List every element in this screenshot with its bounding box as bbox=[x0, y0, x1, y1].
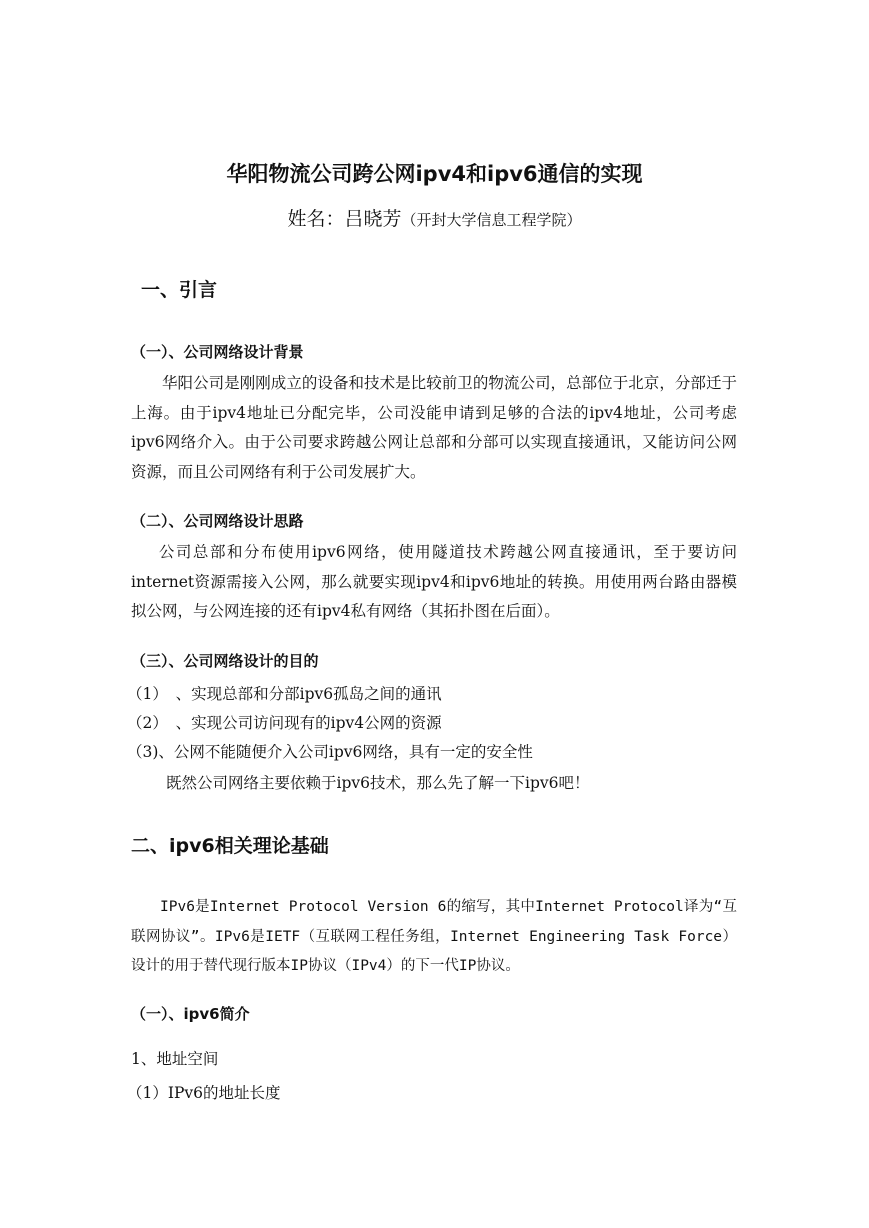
section-heading-intro: 一、引言 bbox=[141, 279, 218, 301]
paragraph-idea: 公司总部和分布使用ipv6网络，使用隧道技术跨越公网直接通讯，至于要访问internet资源需接入公网，那么就要实现ipv4和ipv6地址的转换。用使用两台路由器模拟公网，与公网连接的还有ipv4私有网络（其拓扑图在后面）。 bbox=[131, 543, 737, 620]
subsection-heading-goal: （三）、公司网络设计的目的 bbox=[131, 652, 319, 670]
subsection-heading-background: （一）、公司网络设计背景 bbox=[131, 343, 304, 361]
subheading-address-space: 1、地址空间 bbox=[131, 1050, 219, 1068]
author-name: 姓名：吕晓芳 bbox=[287, 208, 402, 230]
section-heading-theory: 二、ipv6相关理论基础 bbox=[131, 835, 329, 857]
paragraph-theory: IPv6是Internet Protocol Version 6的缩写，其中Internet Protocol译为“互联网协议”。IPv6是IETF（互联网工程任务组，Internet Engineering Task Force）设计的用于替代现行版本IP协议（IPv4）的下一代IP协议。 bbox=[131, 899, 737, 974]
author-affiliation: （开封大学信息工程学院） bbox=[401, 211, 582, 229]
goal-closing: 既然公司网络主要依赖于ipv6技术，那么先了解一下ipv6吧！ bbox=[166, 774, 590, 792]
subsection-heading-idea: （二）、公司网络设计思路 bbox=[131, 512, 304, 530]
author-line bbox=[0, 204, 869, 231]
paragraph-background: 华阳公司是刚刚成立的设备和技术是比较前卫的物流公司，总部位于北京，分部迁于上海。由于ipv4地址已分配完毕，公司没能申请到足够的合法的ipv4地址，公司考虑ipv6网络介入。由于公司要求跨越公网让总部和分部可以实现直接通讯，又能访问公网资源，而且公司网络有利于公司发展扩大。 bbox=[131, 374, 737, 481]
goal-item-1: （1） 、实现总部和分部ipv6孤岛之间的通讯 bbox=[127, 685, 442, 703]
goal-item-3: （3)、公网不能随便介入公司ipv6网络，具有一定的安全性 bbox=[127, 743, 533, 761]
goal-item-2: （2） 、实现公司访问现有的ipv4公网的资源 bbox=[127, 714, 442, 732]
paper-title: 华阳物流公司跨公网ipv4和ipv6通信的实现 bbox=[226, 162, 643, 186]
subsection-heading-ipv6-intro: （一）、ipv6简介 bbox=[131, 1005, 250, 1023]
subheading-address-length: （1）IPv6的地址长度 bbox=[127, 1084, 281, 1102]
